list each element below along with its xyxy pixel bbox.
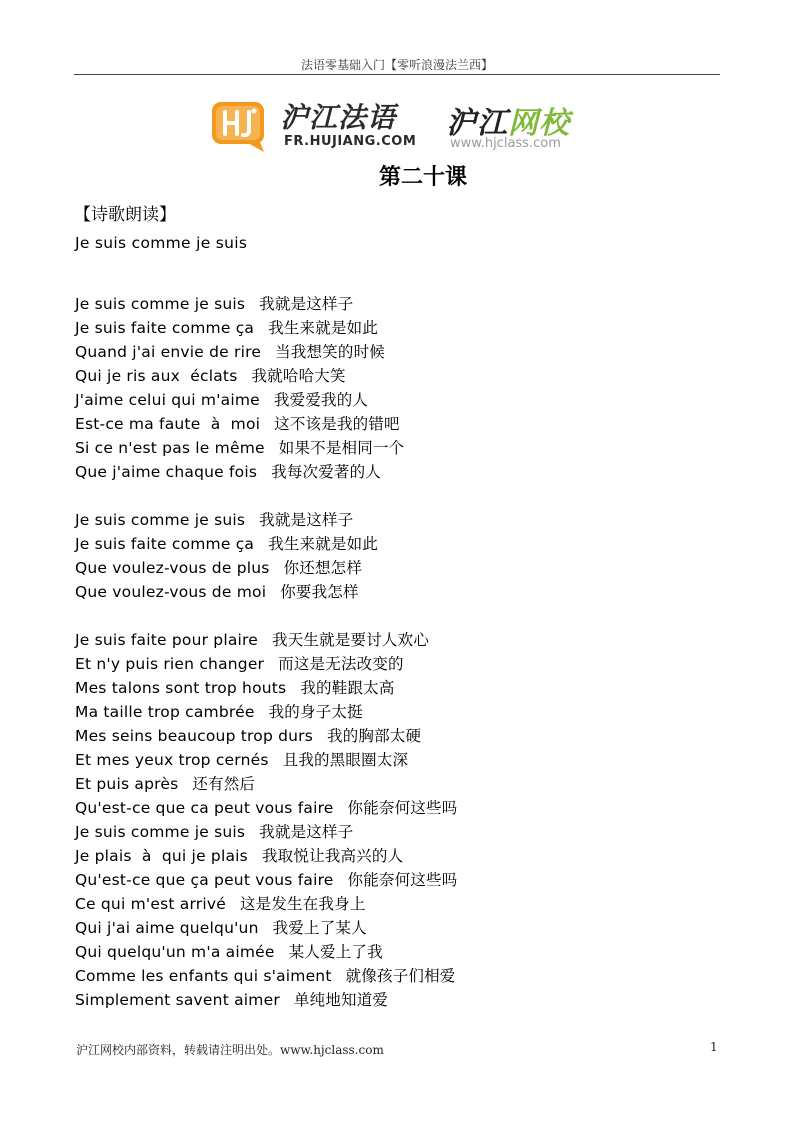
poem-line-chinese: 我生来就是如此: [268, 535, 379, 553]
poem-line-chinese: 单纯地知道爱: [293, 991, 389, 1009]
poem-line-french: Et mes yeux trop cernés: [75, 751, 269, 769]
poem-line-chinese: 还有然后: [192, 775, 256, 793]
poem-line-french: Je plais à qui je plais: [75, 847, 248, 865]
hujiang-french-wordmark: 沪江法语: [280, 101, 397, 134]
poem-line-french: Je suis faite pour plaire: [75, 631, 259, 649]
hujiang-logo-icon: [210, 98, 272, 152]
poem-line-chinese: 我爱爱我的人: [273, 391, 369, 409]
poem-line: [75, 532, 735, 556]
poem-line-french: Est-ce ma faute à moi: [75, 415, 261, 433]
poem-line-french: Je suis faite comme ça: [75, 319, 255, 337]
poem-line: [75, 460, 735, 484]
poem-line-french: Si ce n'est pas le même: [75, 439, 265, 457]
poem-line: [75, 436, 735, 460]
poem-line: [75, 364, 735, 388]
poem-line: [75, 772, 735, 796]
poem-line: [75, 724, 735, 748]
poem-line-french: Simplement savent aimer: [75, 991, 280, 1009]
poem-line-chinese: 我爱上了某人: [272, 919, 367, 937]
poem-line-chinese: 这是发生在我身上: [239, 895, 366, 913]
poem-line-french: Je suis comme je suis: [75, 511, 246, 529]
poem-line: [75, 796, 735, 820]
poem-title: Je suis comme je suis: [75, 234, 248, 252]
hujiang-french-url: FR.HUJIANG.COM: [284, 134, 417, 149]
poem-line-french: Qui je ris aux éclats: [75, 367, 238, 385]
stanza-gap: [75, 604, 735, 628]
poem-line: [75, 292, 735, 316]
poem-line: [75, 556, 735, 580]
poem-line: [75, 676, 735, 700]
poem-line: [75, 916, 735, 940]
section-title: 【诗歌朗读】: [74, 205, 176, 225]
poem-line: [75, 820, 735, 844]
poem-line-french: Mes talons sont trop houts: [75, 679, 287, 697]
poem-line: [75, 940, 735, 964]
poem-line: [75, 628, 735, 652]
poem-line-french: Je suis comme je suis: [75, 823, 246, 841]
poem-line: [75, 412, 735, 436]
poem-line-chinese: 你能奈何这些吗: [347, 799, 458, 817]
poem-line-chinese: 且我的黑眼圈太深: [282, 751, 409, 769]
poem-line-french: Et puis après: [75, 775, 179, 793]
poem-line-chinese: 我的鞋跟太高: [300, 679, 395, 697]
poem-line: [75, 844, 735, 868]
poem-line-chinese: 我就是这样子: [259, 295, 354, 313]
poem-line: [75, 580, 735, 604]
footer-note: 沪江网校内部资料，转载请注明出处。www.hjclass.com: [76, 1043, 384, 1057]
hjclass-wordmark-part1: 沪江: [446, 106, 508, 141]
hjclass-url: www.hjclass.com: [450, 136, 561, 151]
poem-line: [75, 388, 735, 412]
poem-line-chinese: 我的胸部太硬: [327, 727, 422, 745]
poem-line-french: Je suis faite comme ça: [75, 535, 255, 553]
poem-line-chinese: 就像孩子们相爱: [345, 967, 456, 985]
poem-line-french: Qui j'ai aime quelqu'un: [75, 919, 259, 937]
poem-line-french: Ce qui m'est arrivé: [75, 895, 226, 913]
poem-line-chinese: 我天生就是要讨人欢心: [272, 631, 430, 649]
poem-line-french: Mes seins beaucoup trop durs: [75, 727, 314, 745]
poem-line-french: Quand j'ai envie de rire: [75, 343, 262, 361]
poem-line: [75, 340, 735, 364]
poem-line-chinese: 这不该是我的错吧: [274, 415, 400, 433]
poem-line-chinese: 当我想笑的时候: [275, 343, 385, 361]
poem-line-chinese: 我取悦让我高兴的人: [261, 847, 404, 865]
stanza-gap: [75, 484, 735, 508]
poem-line-french: Et n'y puis rien changer: [75, 655, 265, 673]
lesson-title: 第二十课: [378, 165, 467, 190]
logo-banner: [210, 96, 590, 156]
poem-line-chinese: 我就是这样子: [259, 823, 354, 841]
poem-line: [75, 964, 735, 988]
poem-line: [75, 316, 735, 340]
poem-line-chinese: 我生来就是如此: [268, 319, 379, 337]
poem-line-french: Que j'aime chaque fois: [75, 463, 258, 481]
poem-line: [75, 748, 735, 772]
poem-line-french: Qu'est-ce que ça peut vous faire: [75, 871, 334, 889]
page-number: 1: [710, 1040, 718, 1054]
poem-line-chinese: 如果不是相同一个: [278, 439, 405, 457]
poem-line-french: Que voulez-vous de plus: [75, 559, 270, 577]
poem-line-french: Je suis comme je suis: [75, 295, 246, 313]
poem-line: [75, 892, 735, 916]
poem-line-chinese: 你能奈何这些吗: [347, 871, 458, 889]
poem-line: [75, 700, 735, 724]
poem-line-chinese: 我就是这样子: [259, 511, 354, 529]
poem-line-french: Que voulez-vous de moi: [75, 583, 267, 601]
poem-line-french: Comme les enfants qui s'aiment: [75, 967, 332, 985]
poem-line-french: Qu'est-ce que ca peut vous faire: [75, 799, 334, 817]
poem-line-chinese: 我的身子太挺: [268, 703, 363, 721]
poem-line-chinese: 我每次爱著的人: [271, 463, 382, 481]
poem-line-chinese: 某人爱上了我: [288, 943, 383, 961]
hjclass-wordmark-part2: 网校: [508, 106, 570, 141]
poem-line-chinese: 你要我怎样: [280, 583, 359, 601]
poem-line: [75, 988, 735, 1012]
poem-body: [75, 292, 735, 1012]
poem-line: [75, 868, 735, 892]
header-rule: [74, 74, 720, 75]
poem-line-chinese: 我就哈哈大笑: [251, 367, 346, 385]
poem-line-chinese: 你还想怎样: [283, 559, 363, 577]
poem-line-french: Qui quelqu'un m'a aimée: [75, 943, 275, 961]
poem-line-french: Ma taille trop cambrée: [75, 703, 255, 721]
poem-line: [75, 652, 735, 676]
running-header: 法语零基础入门【零听浪漫法兰西】: [300, 58, 493, 72]
poem-line: [75, 508, 735, 532]
poem-line-french: J'aime celui qui m'aime: [75, 391, 260, 409]
poem-line-chinese: 而这是无法改变的: [278, 655, 404, 673]
